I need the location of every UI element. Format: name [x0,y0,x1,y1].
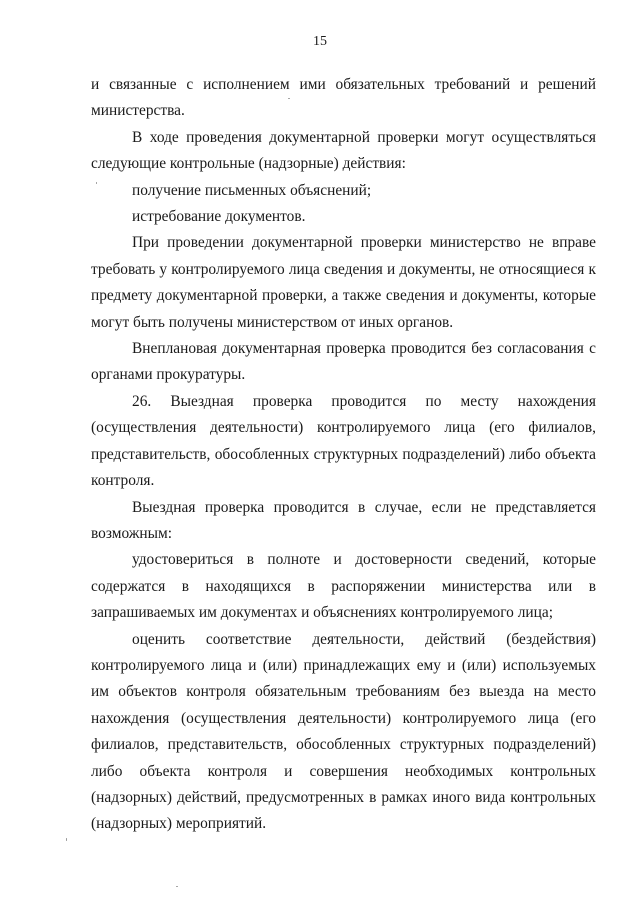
document-body [91,72,596,838]
list-item-document-request: истребование документов. [132,208,306,226]
paragraph-unscheduled-check: Внеплановая документарная проверка проводится без согласования с органами прокуратуры. [91,340,596,384]
paragraph-ministry-restriction: При проведении документарной проверки министерство не вправе требовать у контролируемого лица сведения и документы, не относящиеся к предмету документарной проверки, а также сведения и документы, которые могут быть получены министерством от иных органов. [91,234,596,331]
scan-speck [288,98,290,99]
paragraph-documentary-actions: В ходе проведения документарной проверки могут осуществляться следующие контрольные (надзорные) действия: [91,128,596,173]
page-number: 15 [313,34,327,49]
paragraph-continuation: и связанные с исполнением ими обязательных требований и решений министерства. [91,76,596,120]
list-item-written-explanations: получение письменных объяснений; [132,181,372,199]
list-item-assess-compliance: оценить соответствие деятельности, действий (бездействия) контролируемого лица и (или) принадлежащих ему и (или) используемых им объектов контроля обязательным требованиям без выезда на место нахождения (осуществления деятельности) контролируемого лица (его филиалов, представительств, обособленных структурных подразделений) либо объекта контроля и совершения необходимых контрольных (надзорных) действий, предусмотренных в рамках иного вида контрольных (надзорных) мероприятий. [91,630,596,833]
scan-speck [176,886,178,887]
list-item-verify-completeness: удостовериться в полноте и достоверности сведений, которые содержатся в находящихся в распоряжении министерства или в запрашиваемых им документах и объяснениях контролируемого лица; [91,551,596,622]
paragraph-item-26: 26. Выездная проверка проводится по месту нахождения (осуществления деятельности) контролируемого лица (его филиалов, представительств, обособленных структурных подразделений) либо объекта контроля. [91,392,596,490]
scan-speck [96,182,97,184]
scan-speck [66,838,67,841]
paragraph-onsite-conditions: Выездная проверка проводится в случае, если не представляется возможным: [91,498,596,542]
